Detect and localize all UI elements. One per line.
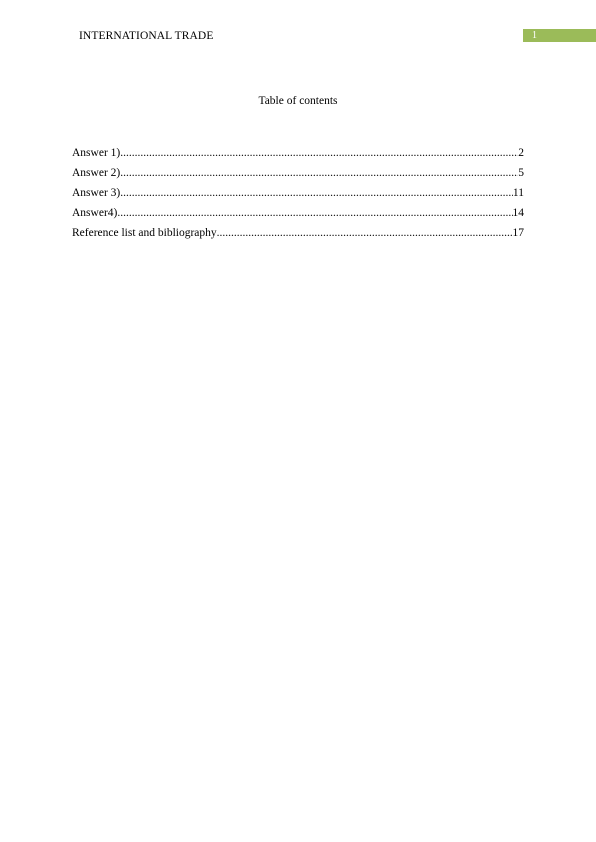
toc-entry-label: Answer 1): [72, 147, 121, 159]
toc-dot-leader: [120, 166, 518, 180]
toc-dot-leader: [117, 206, 512, 220]
toc-entry-label: Answer 3): [72, 187, 121, 199]
toc-title: Table of contents: [258, 95, 338, 107]
running-header-title: INTERNATIONAL TRADE: [79, 30, 214, 42]
toc-entry-answer-4[interactable]: [72, 200, 524, 220]
toc-dot-leader: [120, 146, 518, 160]
toc-entry-reference-list[interactable]: [72, 220, 524, 240]
toc-entry-page: 17: [512, 227, 524, 239]
toc-entry-label: Answer 2): [72, 167, 121, 179]
toc-entry-label: Answer4): [72, 207, 118, 219]
toc-entry-page: 2: [518, 147, 524, 159]
toc-entry-answer-3[interactable]: [72, 180, 524, 200]
toc-entry-page: 14: [512, 207, 524, 219]
toc-dot-leader: [217, 226, 513, 240]
page-number-badge: 1: [523, 29, 596, 42]
toc-entry-answer-2[interactable]: [72, 160, 524, 180]
toc-dot-leader: [120, 186, 513, 200]
toc-entry-page: 5: [518, 167, 524, 179]
toc-entry-label: Reference list and bibliography: [72, 227, 217, 239]
toc-entry-page: 11: [512, 187, 524, 199]
toc-list: [72, 140, 524, 240]
toc-entry-answer-1[interactable]: [72, 140, 524, 160]
